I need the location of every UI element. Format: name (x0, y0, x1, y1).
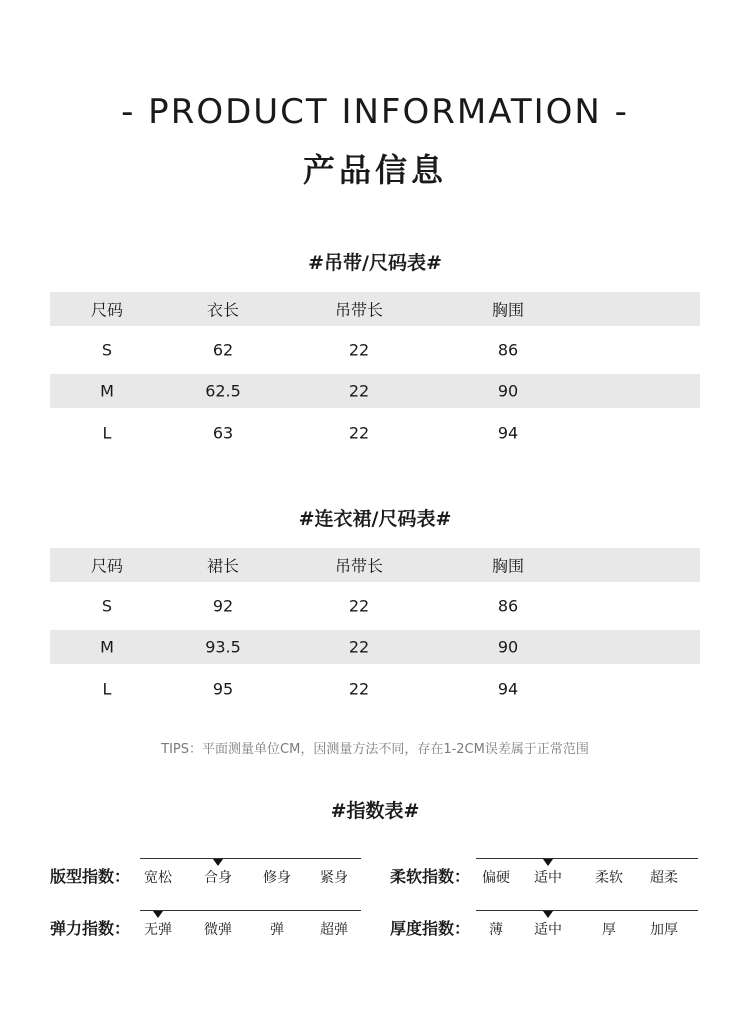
table-cell: 22 (348, 381, 370, 401)
index-option: 适中 (534, 870, 562, 886)
index-scale-line (140, 910, 361, 911)
table-cell: 22 (348, 637, 370, 657)
header-cell: 尺码 (90, 556, 124, 576)
index-option: 紧身 (320, 870, 348, 886)
index-option: 微弹 (204, 922, 232, 938)
table-cell: 22 (348, 596, 370, 616)
index-scale-line (140, 858, 361, 859)
size-table (50, 548, 700, 714)
table-cell: 63 (212, 423, 234, 443)
table-cell: 62 (212, 340, 234, 360)
table-cell: 92 (212, 596, 234, 616)
table-cell: S (101, 596, 113, 616)
index-option: 超弹 (320, 922, 348, 938)
index-title: #指数表# (330, 800, 420, 822)
table-cell: L (102, 679, 112, 699)
selected-marker-icon (213, 859, 223, 866)
title-cn: 产品信息 (302, 151, 447, 189)
table-cell: 62.5 (205, 381, 241, 401)
header-cell: 吊带长 (334, 556, 384, 576)
table-cell: 94 (497, 679, 519, 699)
table-row (50, 582, 700, 630)
table-cell: 86 (497, 340, 519, 360)
table-header-row (50, 292, 700, 326)
index-option: 修身 (263, 870, 291, 886)
table-header-row (50, 548, 700, 582)
index-option: 合身 (204, 870, 232, 886)
table-title: #吊带/尺码表# (308, 252, 442, 274)
index-option: 弹 (270, 922, 284, 938)
index-option: 加厚 (650, 922, 678, 938)
index-option: 宽松 (144, 870, 172, 886)
table-title: #连衣裙/尺码表# (298, 508, 452, 530)
selected-marker-icon (543, 911, 553, 918)
table-cell: 94 (497, 423, 519, 443)
header-cell: 尺码 (90, 300, 124, 320)
index-option: 偏硬 (482, 870, 510, 886)
table-cell: M (100, 381, 114, 401)
header-cell: 胸围 (491, 556, 525, 576)
header-cell: 裙长 (206, 556, 240, 576)
index-scale-line (476, 858, 698, 859)
table-cell: M (100, 637, 114, 657)
index-option: 柔软 (595, 870, 623, 886)
table-row (50, 408, 700, 458)
index-label: 版型指数： (50, 867, 131, 886)
index-option: 适中 (534, 922, 562, 938)
index-scale-line (476, 910, 698, 911)
table-cell: S (101, 340, 113, 360)
header-cell: 衣长 (206, 300, 240, 320)
table-cell: 86 (497, 596, 519, 616)
index-option: 厚 (602, 922, 616, 938)
index-option: 无弹 (144, 922, 172, 938)
header-cell: 吊带长 (334, 300, 384, 320)
table-cell: 90 (497, 637, 519, 657)
size-table (50, 292, 700, 458)
table-cell: 22 (348, 423, 370, 443)
table-cell: 22 (348, 340, 370, 360)
index-option: 薄 (489, 922, 503, 938)
table-row (50, 326, 700, 374)
table-cell: 22 (348, 679, 370, 699)
table-row (50, 374, 700, 408)
header-cell: 胸围 (491, 300, 525, 320)
index-option: 超柔 (650, 870, 678, 886)
table-cell: 93.5 (205, 637, 241, 657)
table-cell: 95 (212, 679, 234, 699)
index-label: 厚度指数： (390, 919, 471, 938)
index-label: 弹力指数： (50, 919, 131, 938)
table-cell: L (102, 423, 112, 443)
selected-marker-icon (153, 911, 163, 918)
table-row (50, 664, 700, 714)
table-cell: 90 (497, 381, 519, 401)
table-row (50, 630, 700, 664)
index-label: 柔软指数： (390, 867, 471, 886)
selected-marker-icon (543, 859, 553, 866)
title-en: - PRODUCT INFORMATION - (121, 92, 629, 132)
tips-text: TIPS：平面测量单位CM，因测量方法不同，存在1-2CM误差属于正常范围 (161, 742, 589, 757)
